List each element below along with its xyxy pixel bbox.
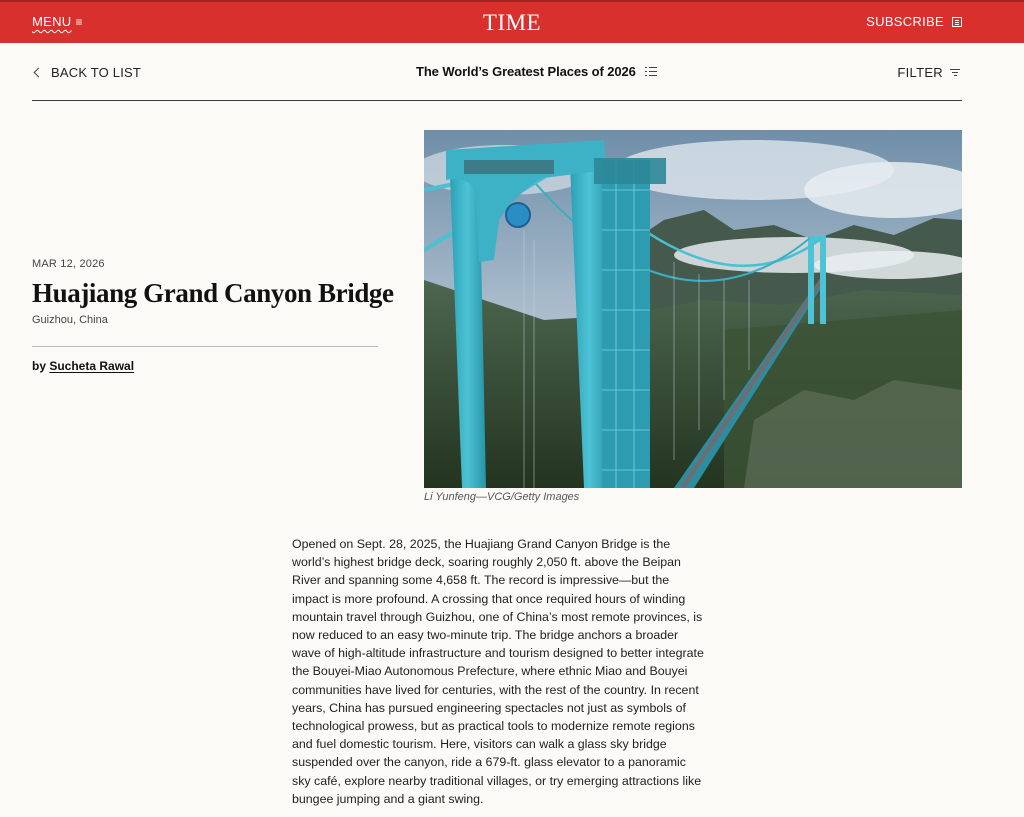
filter-icon <box>950 69 960 77</box>
newspaper-icon <box>952 17 962 27</box>
hamburger-icon: ≡ <box>75 14 83 29</box>
chevron-left-icon <box>34 68 44 78</box>
back-label: BACK TO LIST <box>51 65 142 80</box>
list-title-label: The World’s Greatest Places of 2026 <box>416 64 636 79</box>
list-nav-bar <box>32 43 962 101</box>
article-location: Guizhou, China <box>32 314 108 326</box>
time-logo[interactable]: TIME <box>482 10 542 35</box>
subscribe-button[interactable] <box>866 14 962 29</box>
article-title: Huajiang Grand Canyon Bridge <box>32 278 394 308</box>
back-to-list-link[interactable] <box>32 65 141 80</box>
header-divider <box>32 346 378 347</box>
menu-button[interactable] <box>32 14 83 29</box>
photo-credit: Li Yunfeng—VCG/Getty Images <box>424 491 580 503</box>
top-bar <box>0 0 1024 43</box>
publish-date: MAR 12, 2026 <box>32 258 105 270</box>
article-photo <box>424 130 962 488</box>
byline-prefix: by <box>32 359 50 373</box>
author-link[interactable]: Sucheta Rawal <box>49 359 135 373</box>
filter-label: FILTER <box>897 65 943 80</box>
byline <box>32 359 134 373</box>
menu-label: MENU <box>32 14 72 29</box>
filter-button[interactable] <box>897 65 960 80</box>
list-icon <box>645 67 657 77</box>
article-body: Opened on Sept. 28, 2025, the Huajiang Grand Canyon Bridge is the world’s highest bridge deck, soaring roughly 2,050 ft. above the Beipan River and spanning some 4,658 ft. The record is impressive—but the impact is more profound. A crossing that once required hours of winding mountain travel through Guizhou, one of China’s most remote provinces, is now reduced to an easy two-minute trip. The bridge anchors a broader wave of high-altitude infrastructure and tourism designed to better integrate the Bouyei-Miao Autonomous Prefecture, where ethnic Miao and Bouyei communities have lived for centuries, with the rest of the country. In recent years, China has pursued engineering spectacles not just as symbols of technological prowess, but as practical tools to modernize remote regions and fuel domestic tourism. Here, visitors can walk a glass sky bridge suspended over the canyon, ride a 679-ft. glass elevator to a panoramic sky café, explore nearby traditional villages, or try emerging attractions like bungee jumping and a giant swing. <box>292 537 704 806</box>
subscribe-label: SUBSCRIBE <box>866 14 944 29</box>
list-title-button[interactable] <box>416 64 657 79</box>
